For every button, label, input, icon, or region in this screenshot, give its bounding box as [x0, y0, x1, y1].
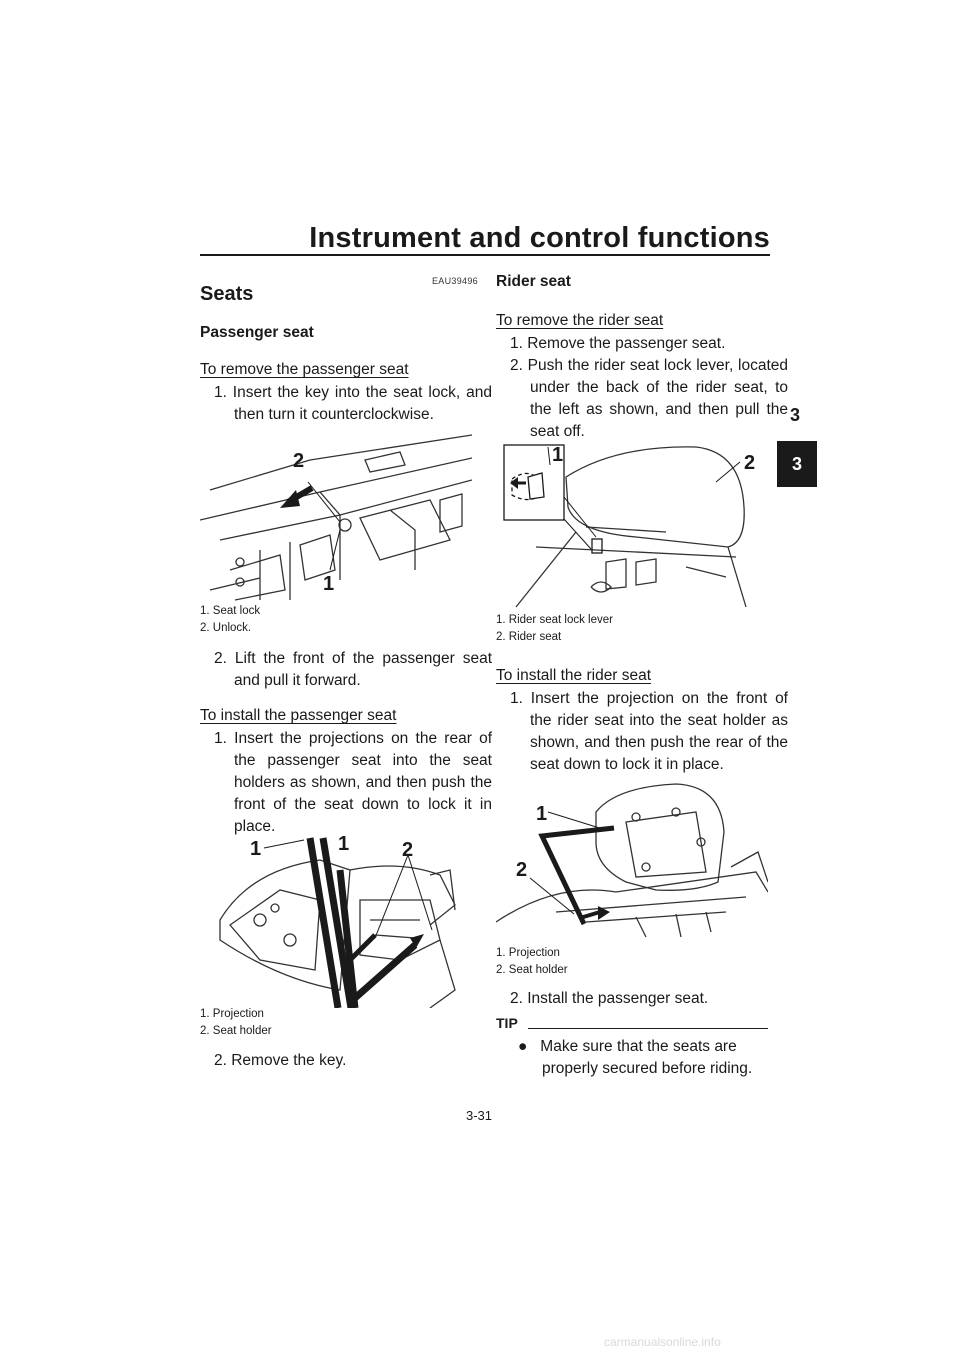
callout-2-rider-seat: 2 — [744, 452, 756, 474]
rider-install-step-2: 2. Install the passenger seat. — [510, 990, 709, 1007]
page-number: 3-31 — [466, 1108, 493, 1123]
section-code: EAU39496 — [432, 276, 478, 286]
callout-1b-projection: 1 — [338, 833, 350, 855]
passenger-install-caption-2: 2. Seat holder — [200, 1025, 272, 1037]
rider-remove-caption-1: 1. Rider seat lock lever — [496, 614, 613, 626]
seat-lock-caption-1: 1. Seat lock — [200, 605, 261, 617]
callout-2-seat-holder: 2 — [516, 859, 528, 881]
passenger-install-step-1: 1. Insert the projections on the rear of the passenger seat into the seat holders as shown, and then push the front of the seat down to lock it in place. — [214, 730, 492, 835]
rider-install-caption-2: 2. Seat holder — [496, 964, 568, 976]
header-rule — [200, 254, 770, 256]
tip-bullet-text: Make sure that the seats are properly secured before riding. — [540, 1038, 753, 1077]
install-rider-seat-heading: To install the rider seat — [496, 667, 652, 684]
passenger-seat-holder-figure — [200, 830, 472, 1008]
watermark: carmanualsonline.info — [604, 1335, 721, 1349]
seat-lock-caption-2: 2. Unlock. — [200, 622, 252, 634]
rider-install-caption-1: 1. Projection — [496, 947, 560, 959]
tip-bullet — [518, 1036, 792, 1080]
callout-1-projection: 1 — [536, 803, 548, 825]
rider-remove-step-1: 1. Remove the passenger seat. — [510, 335, 726, 352]
rider-seat-holder-figure — [496, 772, 768, 944]
page-header-title: Instrument and control functions — [309, 222, 770, 254]
rider-install-step-1: 1. Insert the projection on the front of the rider seat into the seat holder as shown, and then push the rear of the seat down to lock it in place. — [510, 690, 788, 773]
remove-passenger-seat-heading: To remove the passenger seat — [200, 361, 409, 378]
tip-label: TIP — [496, 1015, 518, 1031]
passenger-install-caption-1: 1. Projection — [200, 1008, 264, 1020]
callout-1a-projection: 1 — [250, 838, 262, 860]
passenger-remove-step-1: 1. Insert the key into the seat lock, and then turn it counterclockwise. — [214, 384, 492, 423]
passenger-remove-step-2: 2. Lift the front of the passenger seat and pull it forward. — [214, 650, 492, 689]
callout-1-seat-lock: 1 — [323, 573, 335, 595]
chapter-tab-number: 3 — [791, 453, 802, 474]
callout-2-seat-holder: 2 — [402, 839, 414, 861]
rider-remove-caption-2: 2. Rider seat — [496, 631, 562, 643]
callout-2-unlock: 2 — [293, 450, 305, 472]
section-title: Seats — [200, 283, 254, 305]
passenger-install-step-2: 2. Remove the key. — [214, 1052, 347, 1069]
rider-seat-heading: Rider seat — [496, 273, 571, 290]
chapter-digit: 3 — [790, 405, 801, 425]
seat-lock-figure — [200, 430, 472, 602]
rider-remove-step-2: 2. Push the rider seat lock lever, located under the back of the rider seat, to the left as shown, and then pull the seat off. — [510, 357, 788, 440]
callout-1-lock-lever: 1 — [552, 444, 564, 466]
tip-rule — [528, 1028, 768, 1029]
remove-rider-seat-heading: To remove the rider seat — [496, 312, 664, 329]
bullet-dot-icon: ● — [518, 1038, 541, 1055]
chapter-tab[interactable] — [777, 441, 817, 487]
install-passenger-seat-heading: To install the passenger seat — [200, 707, 397, 724]
passenger-seat-heading: Passenger seat — [200, 324, 314, 341]
rider-seat-lock-figure — [496, 437, 768, 611]
